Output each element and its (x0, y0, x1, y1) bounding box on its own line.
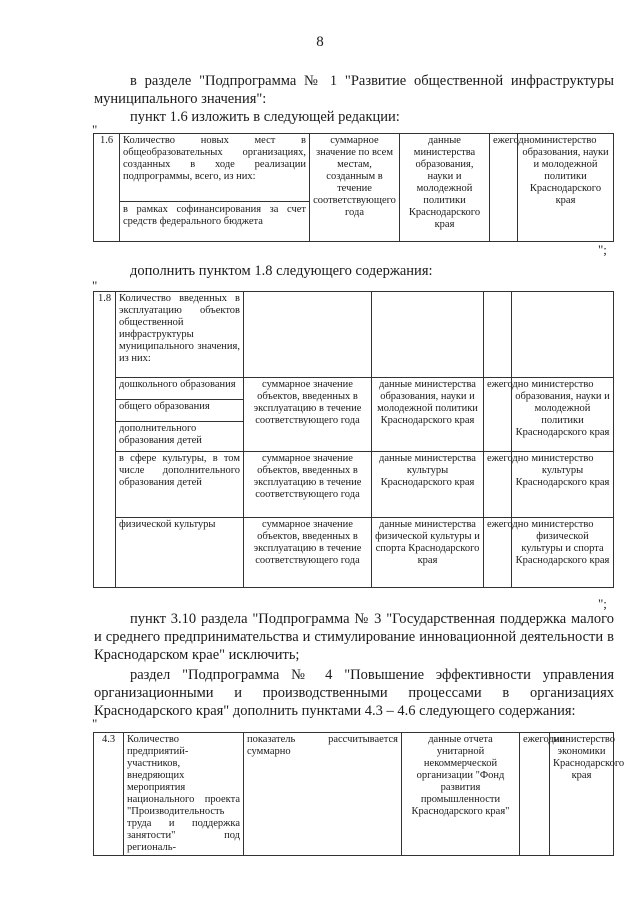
quote-close-1: "; (598, 242, 607, 257)
table-item-4-3 (93, 732, 625, 856)
paragraph-add-1-8: дополнить пунктом 1.8 следующего содержания: (130, 263, 433, 279)
t2-row-general: общего образования (116, 400, 244, 422)
t3-period: ежегодно (520, 733, 550, 856)
t2-period-edu: ежегодно (484, 378, 512, 452)
paragraph-section-4: раздел "Подпрограмма № 4 "Повышение эффективности управления организационными и производственными процессами в организациях Краснодарского края" дополнить пунктами 4.3 – 4.6 следующего содержания: (94, 667, 614, 719)
t1-calc: суммарное значение по всем местам, созданным в течение соответствующего года (310, 134, 400, 242)
t2-calc-sport: суммарное значение объектов, введенных в эксплуатацию в течение соответствующего года (244, 518, 372, 588)
page-number: 8 (316, 34, 324, 50)
t3-source: данные отчета унитарной некоммерческой организации "Фонд развития промышленности Краснодарского края" (402, 733, 520, 856)
paragraph-item-3-10: пункт 3.10 раздела "Подпрограмма № 3 "Государственная поддержка малого и среднего предпринимательства и стимулирование инновационной деятельности в Краснодарском крае" исключить; (94, 611, 614, 663)
quote-open-2: " (92, 278, 98, 293)
t1-source: данные министерства образования, науки и молодежной политики Краснодарского края (400, 134, 490, 242)
t2-row-additional: дополнительного образования детей (116, 422, 244, 452)
t2-num: 1.8 (94, 292, 116, 588)
t1-indicator-main: Количество новых мест в общеобразовательных организациях, созданных в ходе реализации подпрограммы, всего, из них: (123, 135, 306, 182)
t1-period: ежегодно (490, 134, 518, 242)
t2-source-sport: данные министерства физической культуры и спорта Краснодарского края (372, 518, 484, 588)
t1-responsible: министерство образования, науки и молодежной политики Краснодарского края (518, 134, 614, 242)
t2-source-culture: данные министерства культуры Краснодарского края (372, 452, 484, 518)
paragraph-section-1: в разделе "Подпрограмма № 1 "Развитие общественной инфраструктуры муниципального значения": (94, 73, 614, 107)
t3-calc: показатель рассчитывается суммарно (244, 733, 402, 856)
t3-indicator: Количество предприятий-участников, внедряющих мероприятия национального проекта "Производительность труда и поддержка занятости" под региональ- (124, 733, 244, 856)
t2-resp-sport: министерство физической культуры и спорта Краснодарского края (512, 518, 614, 588)
t2-source-edu: данные министерства образования, науки и молодежной политики Краснодарского края (372, 378, 484, 452)
quote-open-1: " (92, 122, 98, 137)
quote-close-2: "; (598, 596, 607, 611)
t2-row-culture: в сфере культуры, в том числе дополнительного образования детей (116, 452, 244, 518)
t2-period-culture: ежегодно (484, 452, 512, 518)
t1-indicator-sub: в рамках софинансирования за счет средств федерального бюджета (120, 201, 309, 228)
t2-indicator: Количество введенных в эксплуатацию объектов общественной инфраструктуры муниципального значения, из них: (116, 292, 244, 378)
t3-num: 4.3 (94, 733, 124, 856)
table-item-1-8 (93, 291, 614, 588)
t2-resp-edu: министерство образования, науки и молодежной политики Краснодарского края (512, 378, 614, 452)
paragraph-item-1-6: пункт 1.6 изложить в следующей редакции: (130, 109, 400, 125)
t2-calc-culture: суммарное значение объектов, введенных в эксплуатацию в течение соответствующего года (244, 452, 372, 518)
t2-row-sport: физической культуры (116, 518, 244, 588)
t2-period-sport: ежегодно (484, 518, 512, 588)
t2-resp-culture: министерство культуры Краснодарского края (512, 452, 614, 518)
t2-calc-edu: суммарное значение объектов, введенных в эксплуатацию в течение соответствующего года (244, 378, 372, 452)
t2-row-preschool: дошкольного образования (116, 378, 244, 400)
quote-open-3: " (92, 716, 98, 731)
t1-num: 1.6 (94, 134, 120, 242)
table-item-1-6 (93, 133, 614, 242)
t3-responsible: министерство экономики Краснодарского края (550, 733, 614, 856)
t1-indicator (120, 134, 310, 242)
